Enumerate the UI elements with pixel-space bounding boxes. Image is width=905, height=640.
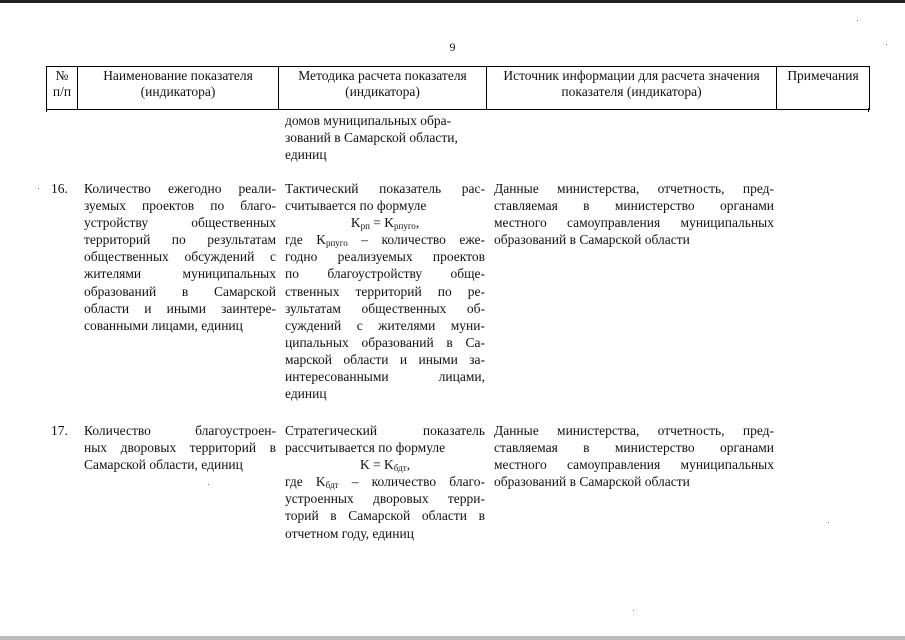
indicator-name-cell bbox=[84, 422, 276, 473]
text-line: ставляемая в министерство органами bbox=[494, 440, 774, 456]
text-line: сованными лицами, единиц bbox=[84, 317, 243, 333]
table-border bbox=[46, 108, 47, 112]
calculation-method-cell bbox=[285, 180, 485, 402]
information-source-cell bbox=[494, 422, 774, 490]
table-header bbox=[46, 66, 870, 110]
formula-definition-line: где $K_{рпуго}$ – количество еже- bbox=[285, 232, 485, 249]
scan-bottom-edge bbox=[0, 636, 905, 640]
text-line: по благоустройству обще- bbox=[285, 266, 485, 282]
formula-definition-line: где $K_{бдт}$ – количество благо- bbox=[285, 474, 486, 491]
text-line: годно реализуемых проектов bbox=[285, 249, 485, 265]
text-line: Количество благоустроен- bbox=[84, 423, 276, 438]
text-line: ственных территорий по ре- bbox=[285, 283, 485, 299]
information-source-cell bbox=[494, 180, 774, 248]
text-line: домов муниципальных обра- bbox=[285, 113, 452, 128]
text-line: образований в Самарской области bbox=[494, 474, 690, 490]
text-line: единиц bbox=[285, 386, 327, 402]
text-line: торий в Самарской области в bbox=[285, 508, 485, 524]
text-line: ных дворовых территорий в bbox=[84, 440, 276, 456]
header-indicator-name: Наименование показателя (индикатора) bbox=[78, 67, 279, 110]
text-line: ставляемая в министерство органами bbox=[494, 198, 774, 214]
text-line: отчетном году, единиц bbox=[285, 525, 414, 541]
text-line: устройству общественных bbox=[84, 215, 276, 231]
row-number: 16. bbox=[51, 181, 68, 196]
text-line: интересованными лицами, bbox=[285, 369, 485, 385]
text-line: образований в Самарской области bbox=[494, 232, 690, 248]
text-line: считывается по формуле bbox=[285, 198, 427, 214]
text-line: Данные министерства, отчетность, пред- bbox=[494, 423, 774, 438]
text-line: единиц bbox=[285, 147, 327, 163]
calculation-method-cell bbox=[285, 422, 485, 542]
text-line: Количество ежегодно реали- bbox=[84, 181, 276, 196]
text-line: рассчитывается по формуле bbox=[285, 440, 446, 456]
text-line: ципальных образований в Са- bbox=[285, 334, 485, 350]
formula: $K = K_{бдт}$, bbox=[359, 457, 411, 474]
header-row bbox=[47, 67, 870, 110]
formula: $K_{рп} = K_{рпуго}$, bbox=[350, 215, 420, 232]
row-number: 17. bbox=[51, 423, 68, 438]
scan-speck bbox=[857, 20, 858, 21]
scan-speck bbox=[208, 484, 209, 485]
scan-speck bbox=[633, 610, 634, 611]
text-line: зультатам общественных об- bbox=[285, 300, 485, 316]
text-line: устроенных дворовых терри- bbox=[285, 491, 485, 507]
scan-speck bbox=[886, 44, 887, 45]
text-line: Самарской области, единиц bbox=[84, 457, 243, 473]
text-line: образований в Самарской bbox=[84, 283, 276, 299]
continuation-method-cell bbox=[285, 112, 485, 163]
text-line: зований в Самарской области, bbox=[285, 130, 458, 146]
text-line: области и иными заинтере- bbox=[84, 300, 276, 316]
header-information-source: Источник информации для расчета значения показателя (индикатора) bbox=[487, 67, 777, 110]
scan-top-edge bbox=[0, 0, 905, 3]
text-line: марской области и иными за- bbox=[285, 351, 485, 367]
text-line: зуемых проектов по благо- bbox=[84, 198, 276, 214]
text-line: общественных обсуждений с bbox=[84, 249, 276, 265]
indicator-name-cell bbox=[84, 180, 276, 334]
text-line: Тактический показатель рас- bbox=[285, 181, 485, 196]
text-line: местного самоуправления муниципальных bbox=[494, 215, 774, 231]
table-border bbox=[868, 108, 869, 112]
page-number: 9 bbox=[449, 40, 456, 54]
header-calculation-method: Методика расчета показателя (индикатора) bbox=[279, 67, 487, 110]
header-notes: Примечания bbox=[777, 67, 870, 110]
header-number: № п/п bbox=[47, 67, 78, 110]
scan-speck bbox=[38, 188, 39, 189]
text-line: местного самоуправления муниципальных bbox=[494, 457, 774, 473]
text-line: жителями муниципальных bbox=[84, 266, 276, 282]
text-line: Стратегический показатель bbox=[285, 423, 485, 438]
text-line: Данные министерства, отчетность, пред- bbox=[494, 181, 774, 196]
scan-speck bbox=[828, 522, 829, 523]
text-line: территорий по результатам bbox=[84, 232, 276, 248]
text-line: суждений с жителями муни- bbox=[285, 317, 485, 333]
